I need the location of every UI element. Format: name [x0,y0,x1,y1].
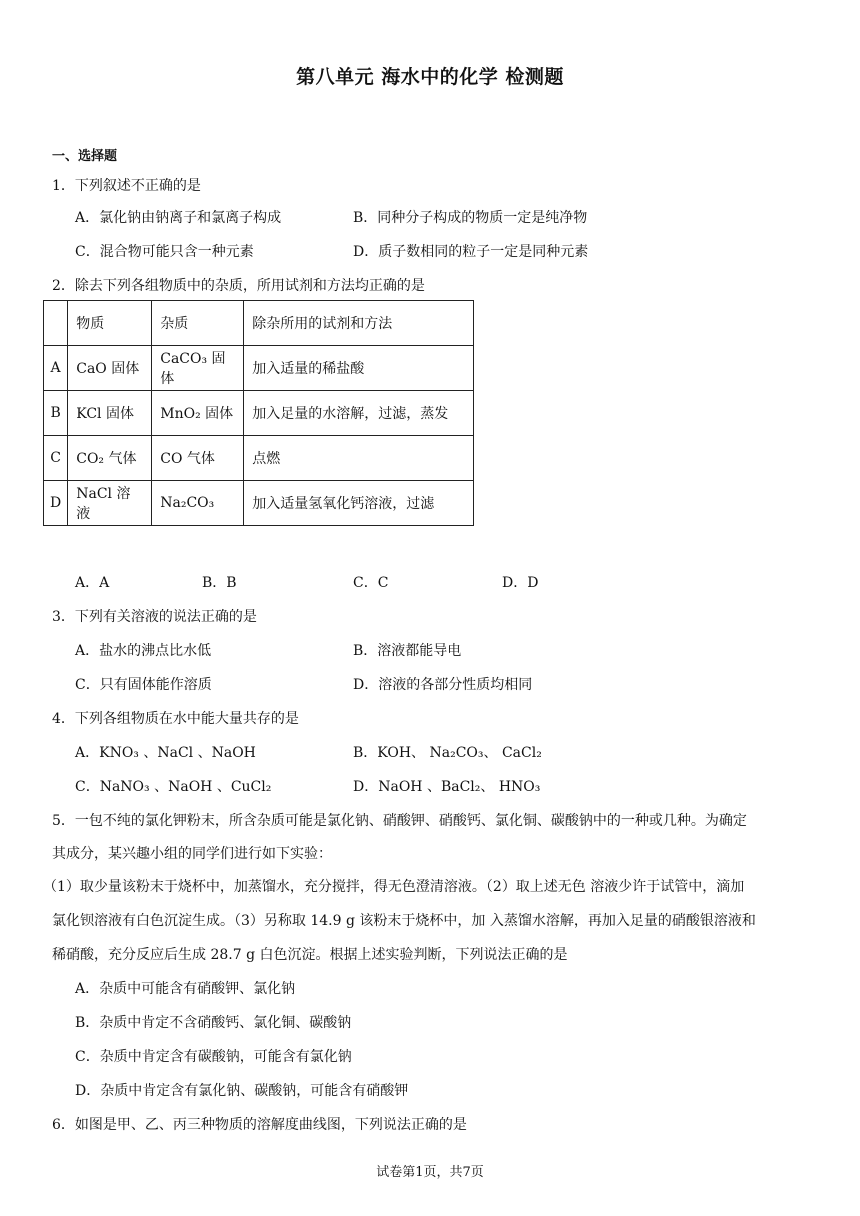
question-2-stem: 2．除去下列各组物质中的杂质，所用试剂和方法均正确的是 [52,278,425,294]
question-5-option-c: C．杂质中肯定含有碳酸钠，可能含有氯化钠 [75,1049,352,1065]
table-header-row [44,301,474,346]
question-1-option-b: B．同种分子构成的物质一定是纯净物 [353,210,588,226]
table-cell: A [44,346,68,391]
question-5-paragraph-line-2: 氯化钡溶液有白色沉淀生成。（3）另称取 14.9 g 该粉末于烧杯中，加 入蒸馏水溶解，再加入足量的硝酸银溶液和 [52,913,756,929]
table-row [44,481,474,526]
question-3-option-d: D．溶液的各部分性质均相同 [353,677,533,693]
table-cell: NaCl 溶液 [68,481,152,526]
table-header-cell: 除杂所用的试剂和方法 [244,301,474,346]
question-2-table [43,300,474,526]
table-cell: MnO₂ 固体 [152,391,244,436]
question-5-paragraph-line-3: 稀硝酸，充分反应后生成 28.7 g 白色沉淀。根据上述实验判断，下列说法正确的是 [52,947,568,963]
question-2-option-d: D．D [502,575,539,591]
question-1-option-d: D．质子数相同的粒子一定是同种元素 [353,244,589,260]
question-5-option-a: A．杂质中可能含有硝酸钾、氯化钠 [75,981,296,997]
question-5-paragraph-line-1: （1）取少量该粉末于烧杯中，加蒸馏水，充分搅拌，得无色澄清溶液。（2）取上述无色 溶液少许于试管中，滴加 [43,879,745,895]
question-5-option-d: D．杂质中肯定含有氯化钠、碳酸钠，可能含有硝酸钾 [75,1083,409,1099]
question-3-option-c: C．只有固体能作溶质 [75,677,212,693]
question-5-stem-line-2: 其成分，某兴趣小组的同学们进行如下实验： [52,846,332,862]
question-4-option-c: C．NaNO₃ 、NaOH 、CuCl₂ [75,779,272,795]
table-cell: D [44,481,68,526]
table-cell: Na₂CO₃ [152,481,244,526]
question-4-option-d: D．NaOH 、BaCl₂、 HNO₃ [353,779,541,795]
table-cell: C [44,436,68,481]
question-5-option-b: B．杂质中肯定不含硝酸钙、氯化铜、碳酸钠 [75,1015,352,1031]
table-cell: 加入适量氢氧化钙溶液，过滤 [244,481,474,526]
page-footer: 试卷第1页，共7页 [376,1165,484,1180]
table-header-cell: 杂质 [152,301,244,346]
table-cell: CaCO₃ 固体 [152,346,244,391]
table-cell: 加入适量的稀盐酸 [244,346,474,391]
table-row [44,436,474,481]
table-row [44,346,474,391]
question-2-option-b: B．B [202,575,237,591]
question-4-option-b: B．KOH、 Na₂CO₃、 CaCl₂ [353,745,542,761]
question-1-option-c: C．混合物可能只含一种元素 [75,244,254,260]
question-2-option-a: A．A [75,575,110,591]
question-1-stem: 1．下列叙述不正确的是 [52,178,201,194]
question-3-stem: 3．下列有关溶液的说法正确的是 [52,609,257,625]
table-cell: CO₂ 气体 [68,436,152,481]
question-3-option-a: A．盐水的沸点比水低 [75,643,212,659]
table-row [44,391,474,436]
table-header-cell: 物质 [68,301,152,346]
table-cell: CO 气体 [152,436,244,481]
table-cell: B [44,391,68,436]
table-cell: KCl 固体 [68,391,152,436]
question-3-option-b: B．溶液都能导电 [353,643,462,659]
question-5-stem-line-1: 5．一包不纯的氯化钾粉末，所含杂质可能是氯化钠、硝酸钾、硝酸钙、氯化铜、碳酸钠中的一种或几种。为确定 [52,813,747,829]
question-6-stem: 6．如图是甲、乙、丙三种物质的溶解度曲线图，下列说法正确的是 [52,1117,467,1133]
table-header-cell [44,301,68,346]
question-4-stem: 4．下列各组物质在水中能大量共存的是 [52,711,299,727]
question-1-option-a: A．氯化钠由钠离子和氯离子构成 [75,210,282,226]
section-heading: 一、选择题 [52,149,118,164]
page-title: 第八单元 海水中的化学 检测题 [296,66,564,88]
question-4-option-a: A．KNO₃ 、NaCl 、NaOH [75,745,256,761]
table-cell: 加入足量的水溶解，过滤，蒸发 [244,391,474,436]
table-cell: CaO 固体 [68,346,152,391]
question-2-option-c: C．C [353,575,389,591]
table-cell: 点燃 [244,436,474,481]
